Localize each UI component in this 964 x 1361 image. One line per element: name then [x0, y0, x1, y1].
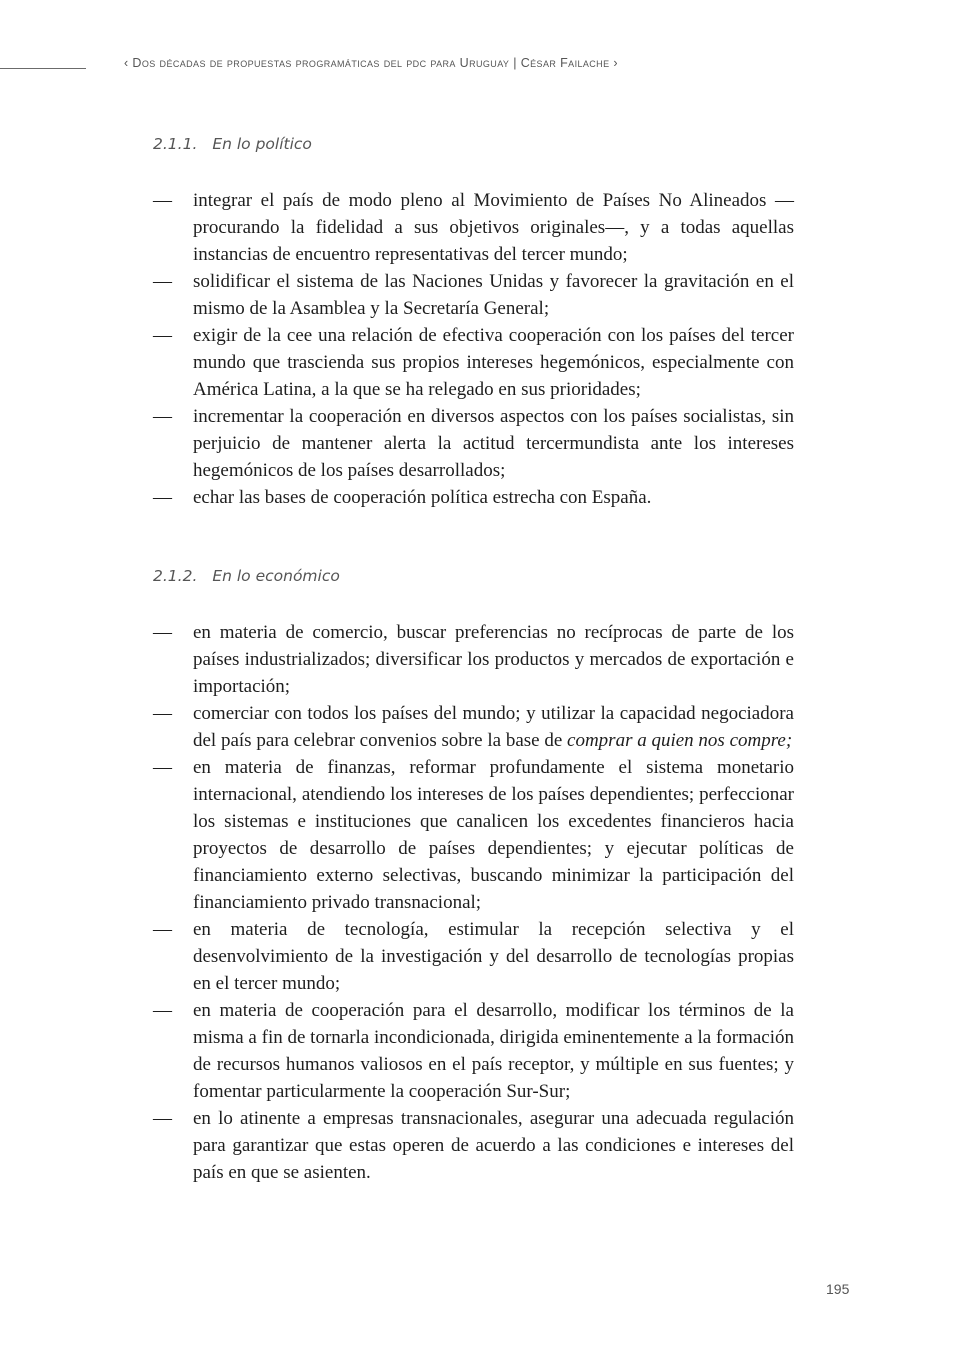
section-heading-economic [153, 567, 340, 585]
dash-bullet: — [153, 1000, 172, 1021]
dash-bullet: — [153, 271, 172, 292]
dash-bullet: — [153, 190, 172, 211]
list-item-text: integrar el país de modo pleno al Movimiento de Países No Alineados —procurando la fidelidad a sus objetivos originales—, y a todas aquellas instancias de encuentro representativas del tercer mundo; [193, 190, 794, 265]
list-item-italic-text: comprar a quien nos compre; [567, 730, 793, 751]
list-item [153, 700, 794, 754]
list-item [153, 268, 794, 322]
political-items-list [153, 187, 794, 511]
list-item-text: en lo atinente a empresas transnacionales, asegurar una adecuada regulación para garantizar que estas operen de acuerdo a las condiciones e intereses del país en que se asienten. [193, 1108, 794, 1183]
section-number: 2.1.1. [153, 135, 198, 153]
dash-bullet: — [153, 406, 172, 427]
list-item-text: comerciar con todos los países del mundo; y utilizar la capacidad negociadora del país para celebrar convenios sobre la base de [193, 703, 794, 751]
list-item [153, 187, 794, 268]
list-item [153, 619, 794, 700]
section-heading-political [153, 135, 312, 153]
dash-bullet: — [153, 1108, 172, 1129]
running-head: ‹ Dos décadas de propuestas programáticas del pdc para Uruguay | César Failache › [124, 56, 618, 70]
list-item [153, 916, 794, 997]
economic-items-list [153, 619, 794, 1186]
list-item-text: incrementar la cooperación en diversos aspectos con los países socialistas, sin perjuicio de mantener alerta la actitud tercermundista ante los intereses hegemónicos de los países desarrollados; [193, 406, 794, 481]
dash-bullet: — [153, 757, 172, 778]
list-item [153, 754, 794, 916]
list-item [153, 322, 794, 403]
list-item [153, 997, 794, 1105]
list-item-text: en materia de tecnología, estimular la recepción selectiva y el desenvolvimiento de la investigación y del desarrollo de tecnologías propias en el tercer mundo; [193, 919, 794, 994]
list-item-text: en materia de finanzas, reformar profundamente el sistema monetario internacional, atendiendo los intereses de los países dependientes; perfeccionar los sistemas e instituciones que canalicen los excedentes financieros hacia proyectos de desarrollo de países dependientes; y ejecutar políticas de financiamiento externo selectivas, buscando minimizar la participación del financiamiento privado transnacional; [193, 757, 794, 913]
list-item-text: echar las bases de cooperación política estrecha con España. [193, 487, 652, 508]
dash-bullet: — [153, 325, 172, 346]
list-item [153, 1105, 794, 1186]
section-number: 2.1.2. [153, 567, 198, 585]
dash-bullet: — [153, 919, 172, 940]
list-item-text: en materia de comercio, buscar preferencias no recíprocas de parte de los países industrializados; diversificar los productos y mercados de exportación e importación; [193, 622, 794, 697]
list-item [153, 403, 794, 484]
list-item [153, 484, 794, 511]
list-item-text: en materia de cooperación para el desarrollo, modificar los términos de la misma a fin de tornarla incondicionada, dirigida eminentemente a la formación de recursos humanos valiosos en el país receptor, y múltiple en sus fuentes; y fomentar particularmente la cooperación Sur-Sur; [193, 1000, 794, 1102]
header-rule [0, 68, 86, 69]
list-item-text: exigir de la cee una relación de efectiva cooperación con los países del tercer mundo que trascienda sus propios intereses hegemónicos, especialmente con América Latina, a la que se ha relegado en sus prioridades; [193, 325, 794, 400]
section-title: En lo político [212, 135, 312, 153]
section-title: En lo económico [212, 567, 340, 585]
list-item-text: solidificar el sistema de las Naciones Unidas y favorecer la gravitación en el mismo de la Asamblea y la Secretaría General; [193, 271, 794, 319]
dash-bullet: — [153, 622, 172, 643]
page-number: 195 [826, 1281, 850, 1297]
dash-bullet: — [153, 703, 172, 724]
dash-bullet: — [153, 487, 172, 508]
